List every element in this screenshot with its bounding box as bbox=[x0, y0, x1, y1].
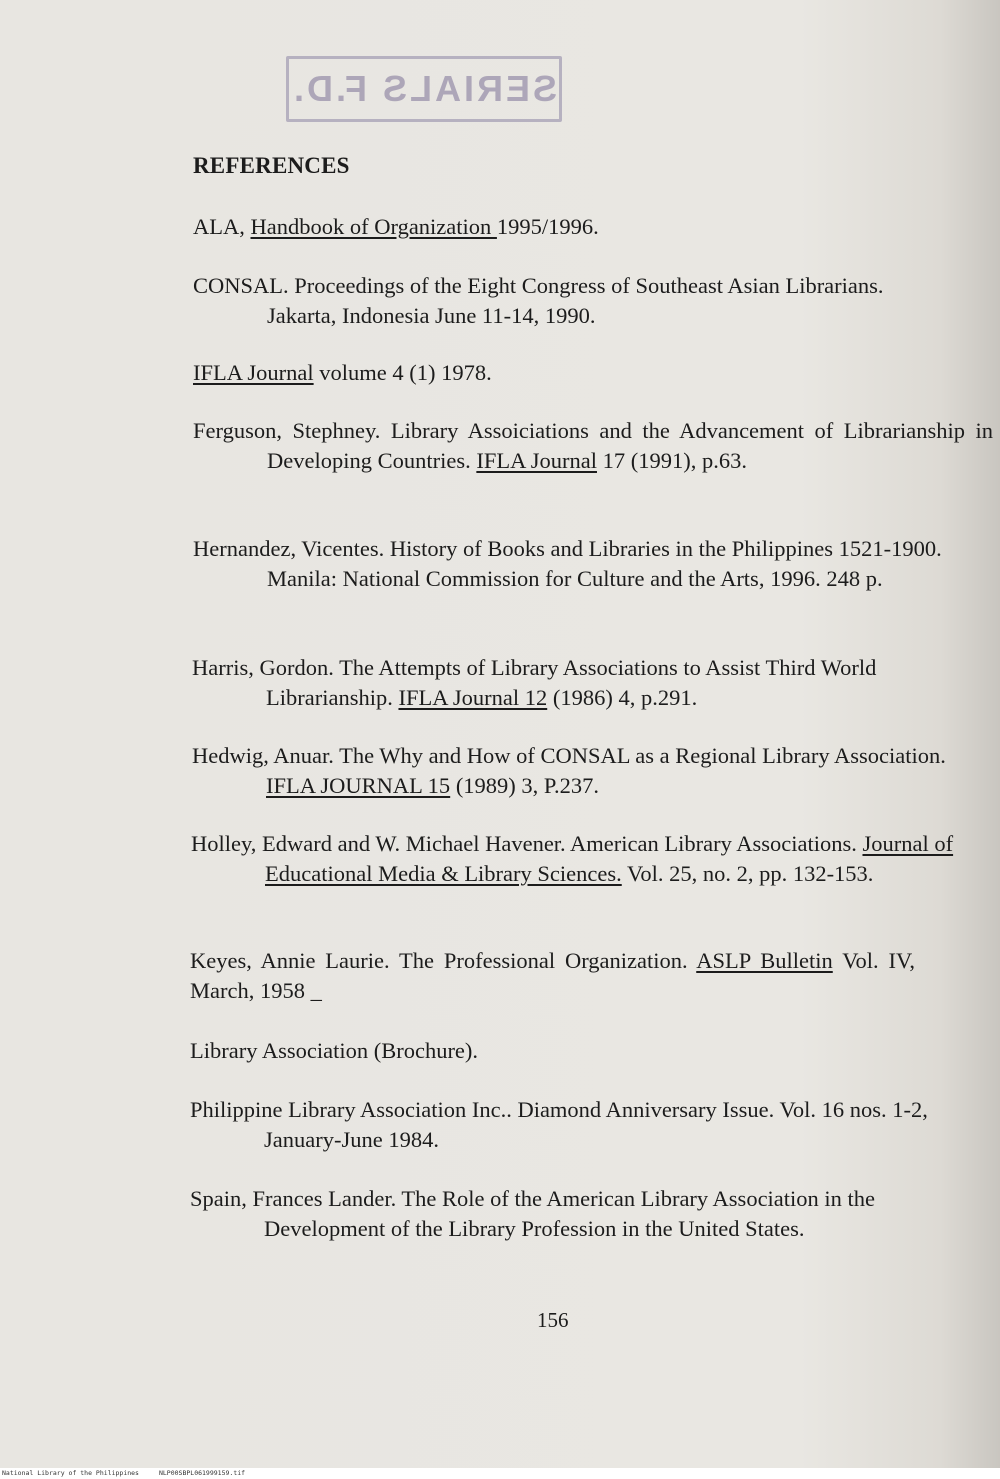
reference-entry bbox=[192, 653, 961, 713]
reference-text: Hedwig, Anuar. The Why and How of CONSAL as a Regional Library Association. bbox=[192, 743, 946, 768]
reference-text: volume 4 (1) 1978. bbox=[313, 360, 492, 385]
reference-text: Keyes, Annie Laurie. The Professional Organization. bbox=[190, 948, 697, 973]
reference-title: Handbook of Organization bbox=[250, 214, 497, 239]
reference-title: ASLP Bulletin bbox=[696, 948, 833, 973]
reference-text: Philippine Library Association Inc.. Diamond Anniversary Issue. Vol. 16 nos. 1-2, January-June 1984. bbox=[190, 1097, 928, 1152]
reference-entry bbox=[193, 416, 993, 476]
reference-text: Library Association (Brochure). bbox=[190, 1038, 479, 1063]
reference-text: (1986) 4, p.291. bbox=[547, 685, 698, 710]
scan-footer bbox=[0, 1468, 1000, 1479]
reference-entry bbox=[190, 1036, 924, 1066]
reference-text: CONSAL. Proceedings of the Eight Congress of Southeast Asian Librarians. Jakarta, Indonesia June 11-14, 1990. bbox=[193, 273, 884, 328]
references-heading: REFERENCES bbox=[193, 153, 350, 178]
reference-text: Ferguson, Stephney. Library Assoiciations and the Advancement of Librarianship in Developing Countries. bbox=[193, 418, 993, 473]
reference-text: Holley, Edward and W. Michael Havener. American Library Associations. bbox=[191, 831, 863, 856]
reference-title: IFLA JOURNAL 15 bbox=[266, 773, 451, 798]
reference-entry bbox=[193, 212, 907, 242]
reference-text: ALA, bbox=[193, 214, 251, 239]
reference-title: IFLA Journal bbox=[476, 448, 597, 473]
reference-entry bbox=[193, 271, 917, 331]
page-number: 156 bbox=[537, 1308, 569, 1332]
serials-stamp bbox=[286, 56, 562, 122]
reference-text: Spain, Frances Lander. The Role of the American Library Association in the Development of the Library Profession in the United States. bbox=[190, 1186, 876, 1241]
reference-entry bbox=[193, 358, 907, 388]
reference-text: Harris, Gordon. The Attempts of Library Associations to Assist Third World Librarianship. bbox=[192, 655, 877, 710]
reference-entry bbox=[192, 741, 978, 801]
footer-filename: NLP00SBPL061999159.tif bbox=[158, 1469, 246, 1477]
reference-text: Vol. IV, March, 1958 _ bbox=[190, 948, 915, 1003]
reference-text: (1989) 3, P.237. bbox=[450, 773, 599, 798]
reference-entry bbox=[191, 829, 987, 889]
reference-text: 1995/1996. bbox=[496, 214, 599, 239]
reference-title: IFLA Journal bbox=[193, 360, 314, 385]
reference-text: 17 (1991), p.63. bbox=[596, 448, 747, 473]
footer-source: National Library of the Philippines bbox=[2, 1469, 139, 1477]
reference-text: Vol. 25, no. 2, pp. 132-153. bbox=[621, 861, 874, 886]
reference-title: Journal of Educational Media & Library Sciences. bbox=[265, 831, 954, 886]
reference-entry bbox=[190, 946, 915, 1006]
reference-title: IFLA Journal 12 bbox=[398, 685, 548, 710]
stamp-text: SERIALS F.D. bbox=[290, 68, 558, 109]
reference-entry bbox=[190, 1095, 999, 1155]
reference-entry bbox=[193, 534, 982, 594]
reference-text: Hernandez, Vicentes. History of Books and Libraries in the Philippines 1521-1900. Manila: National Commission for Culture and the Arts, 1996. 248 p. bbox=[193, 536, 942, 591]
reference-entry bbox=[190, 1184, 989, 1244]
